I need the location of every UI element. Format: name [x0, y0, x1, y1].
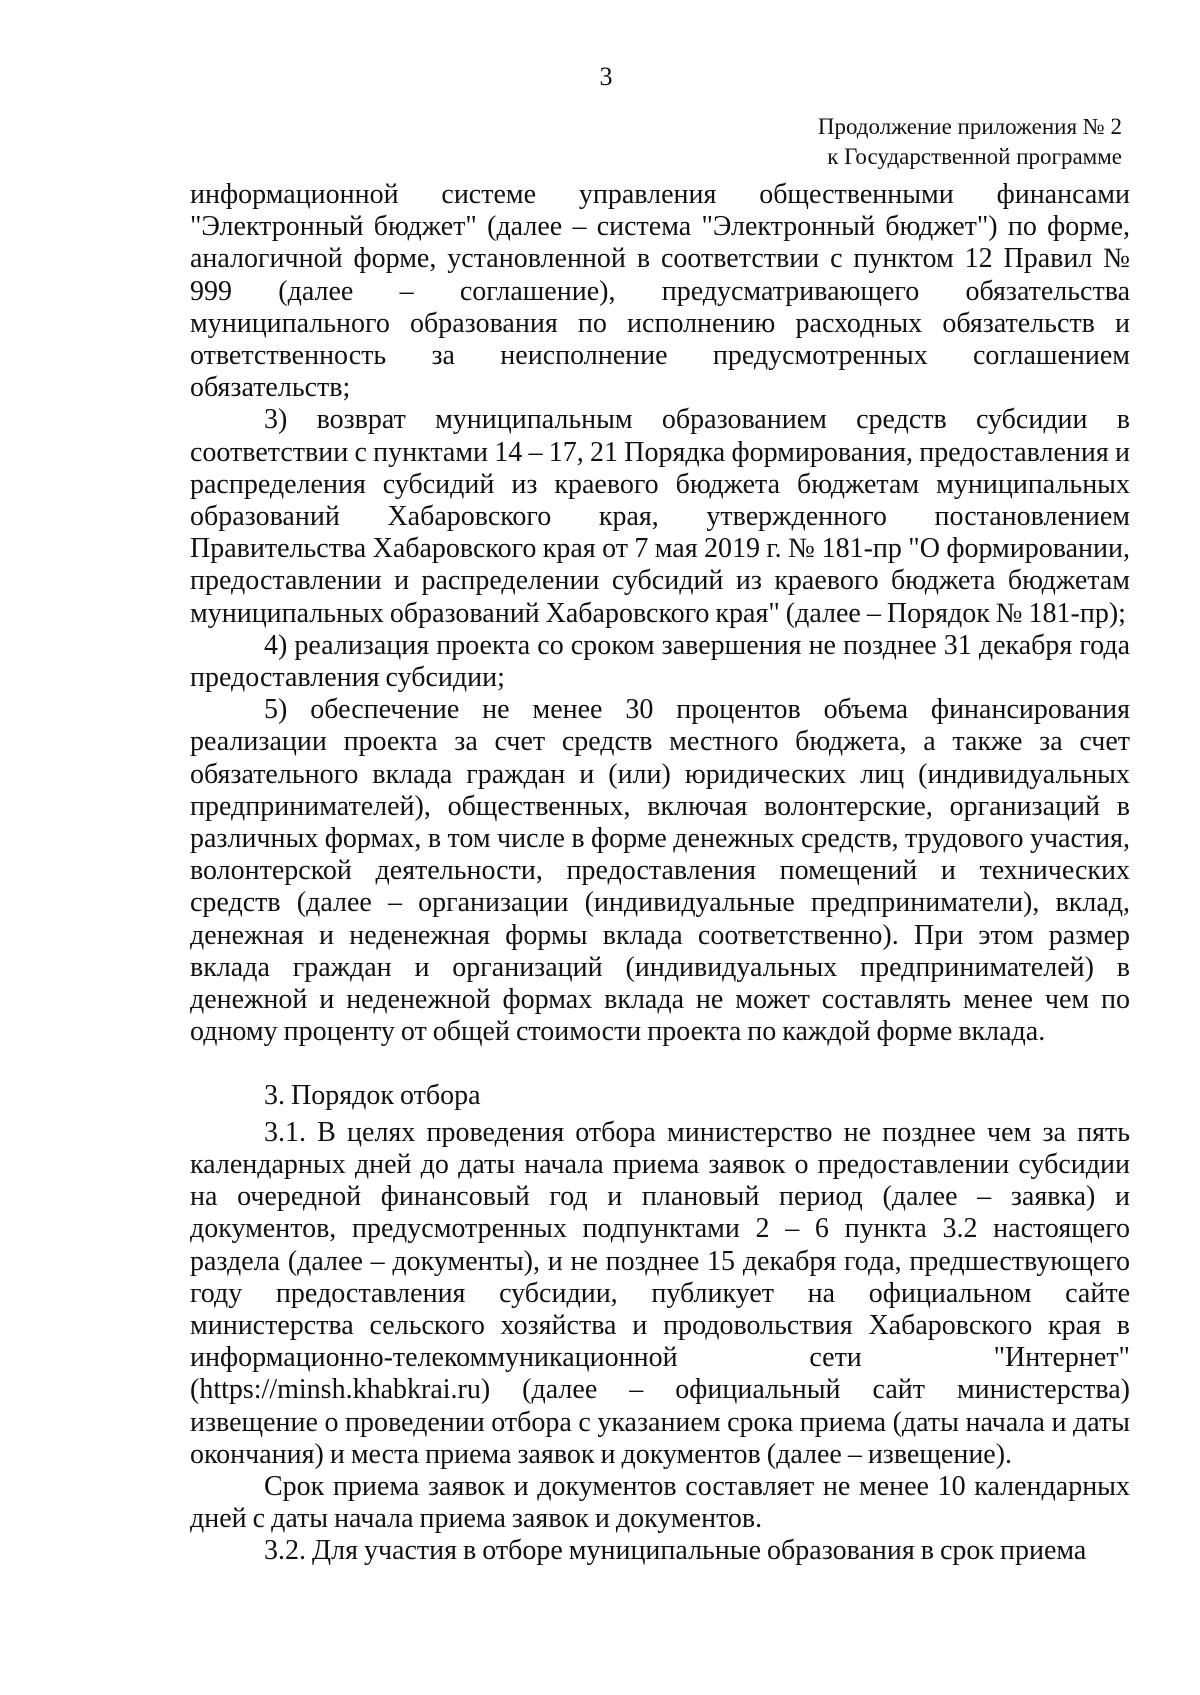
- paragraph-item-5: 5) обеспечение не менее 30 процентов объема финансирования реализации проекта за счет средств местного бюджета, а также за счет обязательного вклада граждан и (или) юридических лиц (индивидуальных предпринимателей), общественных, включая волонтерские, организаций в различных формах, в том числе в форме денежных средств, трудового участия, волонтерской деятельности, предоставления помещений и технических средств (далее – организации (индивидуальные предприниматели), вклад, денежная и неденежная формы вклада соответственно). При этом размер вклада граждан и организаций (индивидуальных предпринимателей) в денежной и неденежной формах вклада не может составлять менее чем по одному проценту от общей стоимости проекта по каждой форме вклада.: [190, 694, 1130, 1048]
- appendix-header-line1: Продолжение приложения № 2: [817, 114, 1122, 139]
- page-number: 3: [599, 62, 613, 91]
- paragraph-item-4: 4) реализация проекта со сроком завершения не позднее 31 декабря года предоставления субсидии;: [190, 629, 1130, 694]
- paragraph-deadline: Срок приема заявок и документов составляет не менее 10 календарных дней с даты начала приема заявок и документов.: [190, 1470, 1130, 1535]
- appendix-header: [818, 112, 1122, 172]
- paragraph-3-2: 3.2. Для участия в отборе муниципальные образования в срок приема: [264, 1535, 1087, 1567]
- document-body: [190, 179, 1130, 1568]
- section-heading: 3. Порядок отбора: [264, 1080, 481, 1112]
- appendix-header-line2: к Государственной программе: [827, 144, 1122, 169]
- paragraph-3-1: 3.1. В целях проведения отбора министерство не позднее чем за пять календарных дней до даты начала приема заявок о предоставлении субсидии на очередной финансовый год и плановый период (далее – заявка) и документов, предусмотренных подпунктами 2 – 6 пункта 3.2 настоящего раздела (далее – документы), и не позднее 15 декабря года, предшествующего году предоставления субсидии, публикует на официальном сайте министерства сельского хозяйства и продовольствия Хабаровского края в информационно-телекоммуникационной сети "Интернет" (https://minsh.khabkrai.ru) (далее – официальный сайт министерства) извещение о проведении отбора с указанием срока приема (даты начала и даты окончания) и места приема заявок и документов (далее – извещение).: [190, 1116, 1130, 1470]
- paragraph-item-3: 3) возврат муниципальным образованием средств субсидии в соответствии с пунктами 14 – 17, 21 Порядка формирования, предоставления и распределения субсидий из краевого бюджета бюджетам муниципальных образований Хабаровского края, утвержденного постановлением Правительства Хабаровского края от 7 мая 2019 г. № 181-пр "О формировании, предоставлении и распределении субсидий из краевого бюджета бюджетам муниципальных образований Хабаровского края" (далее – Порядок № 181-пр);: [190, 404, 1130, 629]
- paragraph-continuation: информационной системе управления общественными финансами "Электронный бюджет" (далее – система "Электронный бюджет") по форме, аналогичной форме, установленной в соответствии с пунктом 12 Правил № 999 (далее – соглашение), предусматривающего обязательства муниципального образования по исполнению расходных обязательств и ответственность за неисполнение предусмотренных соглашением обязательств;: [190, 179, 1130, 404]
